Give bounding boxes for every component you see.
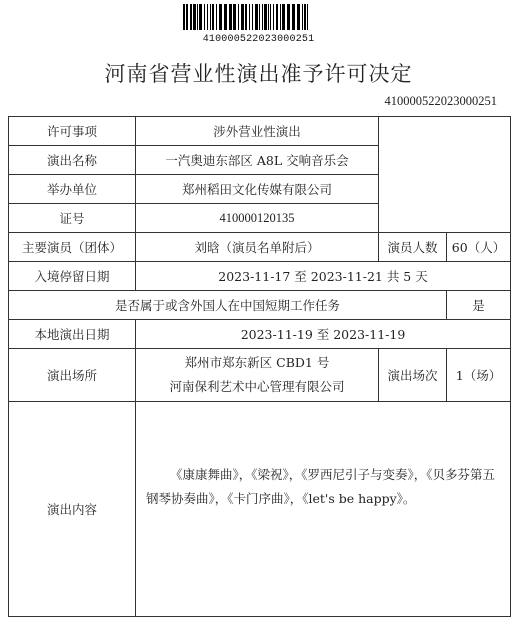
value-cert-no: 410000120135 [136, 204, 379, 233]
label-content: 演出内容 [9, 402, 136, 617]
row-short-work [9, 291, 511, 320]
value-sessions: 1（场） [447, 349, 511, 402]
venue-operator: 河南保利艺术中心管理有限公司 [169, 379, 345, 394]
label-venue: 演出场所 [9, 349, 136, 402]
row-permit-item [9, 117, 511, 146]
value-venue [136, 349, 379, 402]
document-number: 410000522023000251 [384, 94, 497, 108]
label-permit-item: 许可事项 [9, 117, 136, 146]
label-sessions: 演出场次 [379, 349, 447, 402]
value-main-performer: 刘晗（演员名单附后） [136, 233, 379, 262]
label-main-performer: 主要演员（团体） [9, 233, 136, 262]
label-short-work: 是否属于或含外国人在中国短期工作任务 [9, 291, 447, 320]
label-stay-dates: 入境停留日期 [9, 262, 136, 291]
row-venue [9, 349, 511, 402]
barcode-image [181, 4, 337, 30]
value-content-cell [136, 402, 511, 617]
row-stay-dates [9, 262, 511, 291]
label-organizer: 举办单位 [9, 175, 136, 204]
value-short-work: 是 [447, 291, 511, 320]
barcode-number: 410000522023000251 [202, 34, 315, 45]
row-main-performer [9, 233, 511, 262]
label-show-name: 演出名称 [9, 146, 136, 175]
label-local-dates: 本地演出日期 [9, 320, 136, 349]
blank-cell [379, 117, 511, 233]
permit-table [8, 116, 511, 617]
row-local-dates [9, 320, 511, 349]
label-performer-count: 演员人数 [379, 233, 447, 262]
value-content: 《康康舞曲》，《梁祝》，《罗西尼引子与变奏》，《贝多芬第五钢琴协奏曲》，《卡门序曲》，《let's be happy》。 [146, 467, 496, 506]
row-content [9, 402, 511, 617]
venue-address: 郑州市郑东新区 CBD1 号 [184, 355, 330, 370]
value-performer-count: 60（人） [447, 233, 511, 262]
barcode-block [0, 4, 517, 45]
value-permit-item: 涉外营业性演出 [136, 117, 379, 146]
page-title: 河南省营业性演出准予许可决定 [104, 62, 413, 86]
value-local-dates: 2023-11-19 至 2023-11-19 [136, 320, 511, 349]
value-organizer: 郑州稻田文化传媒有限公司 [136, 175, 379, 204]
label-cert-no: 证号 [9, 204, 136, 233]
value-stay-dates: 2023-11-17 至 2023-11-21 共 5 天 [136, 262, 511, 291]
value-show-name: 一汽奥迪东部区 A8L 交响音乐会 [136, 146, 379, 175]
